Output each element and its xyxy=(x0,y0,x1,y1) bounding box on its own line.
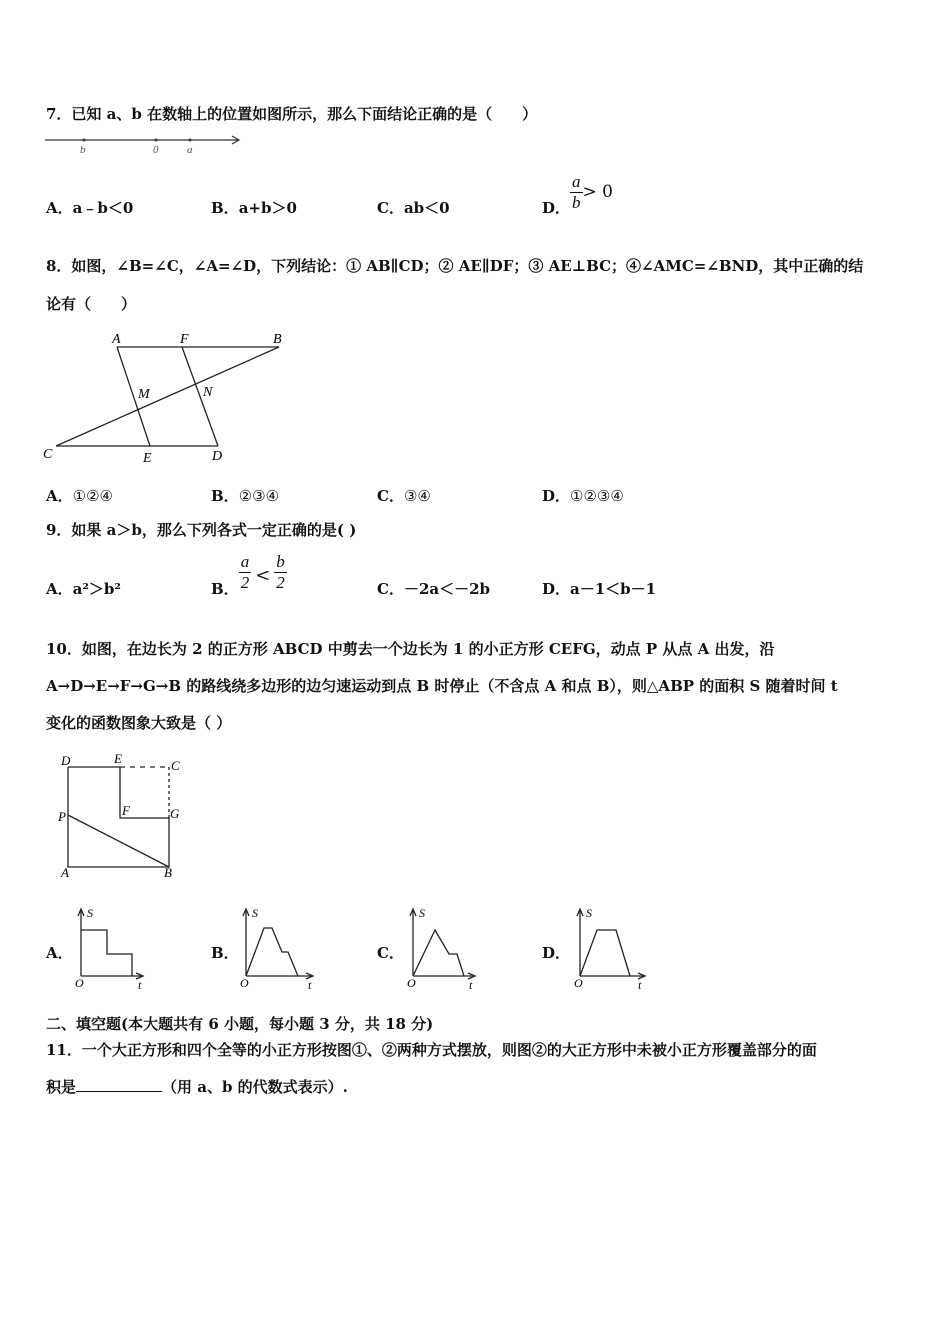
option-text: a－1＜b－1 xyxy=(570,580,657,598)
q8-option-d[interactable] xyxy=(542,485,624,506)
option-text: ②③④ xyxy=(238,487,280,505)
less-than-symbol: < xyxy=(255,565,271,586)
q8-option-b[interactable] xyxy=(211,485,279,506)
fraction-denominator: b xyxy=(572,193,581,212)
q7-option-b[interactable] xyxy=(211,197,297,218)
t-label: t xyxy=(138,978,142,990)
fraction-a-over-2 xyxy=(239,552,252,593)
q10-option-c-label[interactable]: C． xyxy=(377,944,404,962)
label-A: A xyxy=(61,865,69,880)
q10-graph-b[interactable] xyxy=(236,906,322,990)
segment-BC xyxy=(56,347,279,446)
origin-label: O xyxy=(574,976,583,990)
option-text: ①②④ xyxy=(72,487,113,505)
axis-label-0: 0 xyxy=(153,144,159,156)
option-text: ab＜0 xyxy=(403,199,450,217)
option-label: D． xyxy=(542,199,571,217)
label-E: E xyxy=(143,451,152,466)
fraction-denominator: 2 xyxy=(240,573,250,592)
option-label: A． xyxy=(46,487,73,505)
axis-label-b: b xyxy=(80,144,86,156)
polygon-ADEFGB xyxy=(68,767,169,867)
option-text: a²＞b² xyxy=(72,580,121,598)
q9-stem: 9．如果 a＞b，那么下列各式一定正确的是( ) xyxy=(46,521,357,539)
option-text: －2a＜－2b xyxy=(403,580,491,598)
point-b xyxy=(83,139,86,142)
axis-label-a: a xyxy=(187,144,193,156)
s-label: S xyxy=(586,906,592,920)
label-C: C xyxy=(171,758,180,773)
q7-number-line xyxy=(44,134,244,156)
q10-option-b-label[interactable]: B． xyxy=(211,944,239,962)
label-A: A xyxy=(112,332,121,347)
label-B: B xyxy=(273,332,282,347)
option-label: C． xyxy=(377,199,404,217)
origin-label: O xyxy=(240,976,249,990)
label-B: B xyxy=(164,865,172,880)
option-label: C． xyxy=(377,580,404,598)
q11-line2 xyxy=(46,1076,348,1097)
q11-line1: 11．一个大正方形和四个全等的小正方形按图①、②两种方式摆放，则图②的大正方形中未被小正方形覆盖部分的面 xyxy=(46,1041,817,1059)
origin-label: O xyxy=(407,976,416,990)
label-M: M xyxy=(138,387,150,402)
q10-graph-d[interactable] xyxy=(570,906,652,990)
segment-FD xyxy=(182,347,218,446)
q10-option-a-label[interactable]: A． xyxy=(46,944,73,962)
label-P: P xyxy=(58,809,66,824)
label-D: D xyxy=(212,449,223,464)
t-label: t xyxy=(469,978,473,990)
q8-stem-line1: 8．如图，∠B=∠C，∠A=∠D，下列结论：① AB∥CD；② AE∥DF；③ AE⊥BC；④∠AMC=∠BND，其中正确的结 xyxy=(46,257,864,275)
fraction-numerator: a xyxy=(572,172,581,191)
label-N: N xyxy=(203,385,213,400)
point-a xyxy=(189,139,192,142)
q10-graph-a[interactable] xyxy=(72,906,152,990)
graph-curve xyxy=(246,928,298,976)
q8-stem-line2: 论有（ ） xyxy=(46,295,137,313)
option-label: D． xyxy=(542,580,571,598)
answer-blank[interactable] xyxy=(76,1077,162,1092)
option-label: B． xyxy=(211,487,239,505)
s-label: S xyxy=(252,906,258,920)
t-label: t xyxy=(638,978,642,990)
option-text: ①②③④ xyxy=(570,487,624,505)
q10-graph-c[interactable] xyxy=(402,906,482,990)
graph-curve xyxy=(413,930,464,976)
label-F: F xyxy=(122,803,130,818)
segment-PB xyxy=(68,815,169,867)
option-label: C． xyxy=(377,487,404,505)
q9-option-a[interactable] xyxy=(46,578,121,599)
q9-option-c[interactable] xyxy=(377,578,490,599)
t-label: t xyxy=(308,978,312,990)
s-label: S xyxy=(419,906,425,920)
option-text: a+b＞0 xyxy=(238,199,297,217)
q8-figure xyxy=(40,328,300,468)
q7-option-c[interactable] xyxy=(377,197,450,218)
origin-label: O xyxy=(75,976,84,990)
q10-line1: 10．如图，在边长为 2 的正方形 ABCD 中剪去一个边长为 1 的小正方形 CEFG，动点 P 从点 A 出发，沿 xyxy=(46,640,775,658)
fraction-numerator: a xyxy=(240,552,250,571)
option-text: ③④ xyxy=(403,487,431,505)
option-text: a﹣b＜0 xyxy=(72,199,134,217)
q10-figure xyxy=(52,752,192,882)
s-label: S xyxy=(87,906,93,920)
option-label: D． xyxy=(542,487,571,505)
fraction-a-over-b xyxy=(570,172,583,213)
fraction-denominator: 2 xyxy=(276,573,285,592)
section-heading: 二、填空题(本大题共有 6 小题，每小题 3 分，共 18 分) xyxy=(46,1015,434,1033)
label-E: E xyxy=(114,752,122,766)
fraction-numerator: b xyxy=(276,552,285,571)
option-label: A． xyxy=(46,580,73,598)
q11-suffix: （用 a、b 的代数式表示）. xyxy=(162,1078,348,1096)
q9-option-b[interactable] xyxy=(211,552,287,599)
option-label: B． xyxy=(211,199,239,217)
point-0 xyxy=(155,139,158,142)
option-label: A． xyxy=(46,199,73,217)
q11-prefix: 积是 xyxy=(46,1078,77,1096)
fraction-b-over-2 xyxy=(274,552,287,593)
q9-option-d[interactable] xyxy=(542,578,656,599)
label-D: D xyxy=(61,753,71,768)
q7-option-a[interactable] xyxy=(46,197,133,218)
q10-line3: 变化的函数图象大致是（ ） xyxy=(46,714,232,732)
q10-line2: A→D→E→F→G→B 的路线绕多边形的边匀速运动到点 B 时停止（不含点 A 和点 B），则△ABP 的面积 S 随着时间 t xyxy=(46,677,838,695)
inequality-text: > 0 xyxy=(582,182,613,202)
label-G: G xyxy=(170,806,180,821)
label-C: C xyxy=(43,447,53,462)
q8-option-a[interactable] xyxy=(46,485,113,506)
q7-option-d[interactable] xyxy=(542,172,613,218)
q7-stem: 7．已知 a、b 在数轴上的位置如图所示，那么下面结论正确的是（ ） xyxy=(46,105,538,123)
label-F: F xyxy=(180,332,189,347)
q10-option-d-label[interactable]: D． xyxy=(542,944,571,962)
option-label: B． xyxy=(211,580,239,598)
graph-curve xyxy=(580,930,630,976)
q8-option-c[interactable] xyxy=(377,485,431,506)
graph-curve xyxy=(81,930,132,976)
